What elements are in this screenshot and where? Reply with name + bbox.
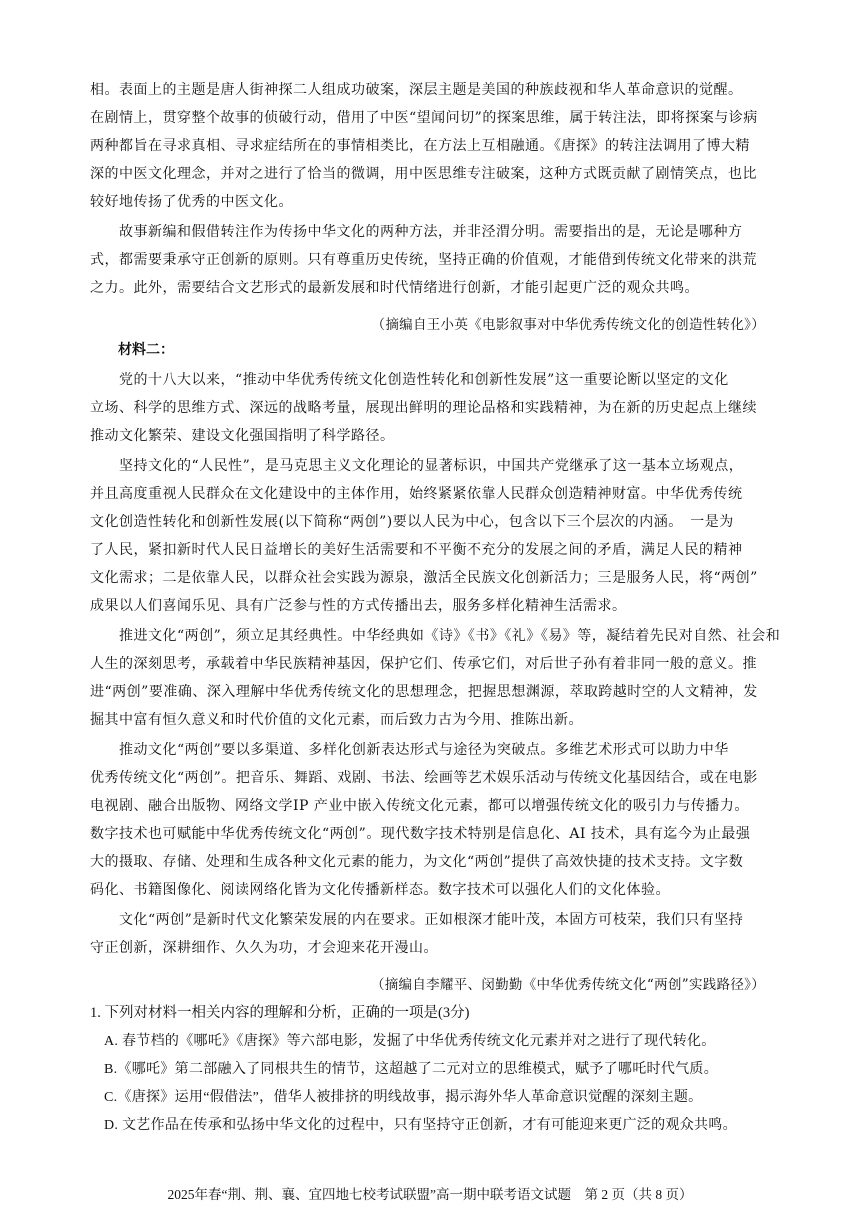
text-line: 电视剧、融合出版物、网络文学IP 产业中嵌入传统文化元素，都可以增强传统文化的吸引力与传播力。 xyxy=(90,798,749,814)
text-line: 较好地传扬了优秀的中医文化。 xyxy=(90,194,293,210)
text-line: 故事新编和假借转注作为传扬中华文化的两种方法，并非泾渭分明。需要指出的是，无论是哪种方 xyxy=(90,224,743,240)
text-line: 进“两创”要准确、深入理解中华优秀传统文化的思想理念，把握思想渊源，萃取跨越时空的人文精神，发 xyxy=(90,684,758,700)
question-1-stem: 1. 下列对材料一相关内容的理解和分析，正确的一项是(3分) xyxy=(90,1005,470,1021)
text-line: 文化需求；二是依靠人民，以群众社会实践为源泉，激活全民族文化创新活力；三是服务人民，将“两创” xyxy=(90,570,758,586)
text-line: 守正创新，深耕细作、久久为功，才会迎来花开漫山。 xyxy=(90,940,438,956)
text-line: 两种都旨在寻求真相、寻求症结所在的事情相类比，在方法上互相融通。《唐探》的转注法调用了博大精 xyxy=(90,138,750,154)
text-line: 之力。此外，需要结合文艺形式的最新发展和时代情绪进行创新，才能引起更广泛的观众共鸣。 xyxy=(90,280,699,296)
text-line: 深的中医文化理念，并对之进行了恰当的微调，用中医思维专注破案，这种方式既贡献了剧情笑点，也比 xyxy=(90,166,757,182)
text-line: 文化“两创”是新时代文化繁荣发展的内在要求。正如根深才能叶茂，本固方可枝荣，我们只有坚持 xyxy=(90,912,744,928)
text-line: 数字技术也可赋能中华优秀传统文化“两创”。现代数字技术特别是信息化、AI 技术，具有迄今为止最强 xyxy=(90,826,751,842)
option-b: B.《哪吒》第二部融入了同根共生的情节，这超越了二元对立的思维模式，赋予了哪吒时代气质。 xyxy=(104,1062,719,1077)
text-line: 立场、科学的思维方式、深远的战略考量，展现出鲜明的理论品格和实践精神，为在新的历史起点上继续 xyxy=(90,400,757,416)
text-line: 掘其中富有恒久意义和时代价值的文化元素，而后致力古为今用、推陈出新。 xyxy=(90,712,583,728)
text-line: 文化创造性转化和创新性发展(以下简称“两创”)要以人民为中心，包含以下三个层次的内涵。 一是为 xyxy=(90,514,734,530)
text-line: 推动文化繁荣、建设文化强国指明了科学路径。 xyxy=(90,428,395,444)
text-line: 在剧情上，贯穿整个故事的侦破行动，借用了中医“望闻问切”的探案思维，属于转注法，即将探案与诊病 xyxy=(90,110,758,126)
option-a: A. 春节档的《哪吒》《唐探》等六部电影，发掘了中华优秀传统文化元素并对之进行了现代转化。 xyxy=(104,1034,716,1049)
text-line: 并且高度重视人民群众在文化建设中的主体作用，始终紧紧依靠人民群众创造精神财富。中华优秀传统 xyxy=(90,486,743,502)
text-line: 大的摄取、存储、处理和生成各种文化元素的能力，为文化“两创”提供了高效快捷的技术支持。文字数 xyxy=(90,854,744,870)
material2-heading: 材料二： xyxy=(118,342,174,358)
text-line: 推动文化“两创”要以多渠道、多样化创新表达形式与途径为突破点。多维艺术形式可以助力中华 xyxy=(90,742,729,758)
page-footer: 2025年春“荆、荆、襄、宜四地七校考试联盟”高一期中联考语文试题 第 2 页（共 8 页） xyxy=(167,1187,693,1202)
text-line: 优秀传统文化“两创”。把音乐、舞蹈、戏剧、书法、绘画等艺术娱乐活动与传统文化基因结合，或在电影 xyxy=(90,770,758,786)
text-line: 人生的深刻思考，承载着中华民族精神基因，保护它们、传承它们，对后世子孙有着非同一般的意义。推 xyxy=(90,656,757,672)
text-line: 了人民，紧扣新时代人民日益增长的美好生活需要和不平衡不充分的发展之间的矛盾，满足人民的精神 xyxy=(90,542,743,558)
material2-source: （摘编自李耀平、闵勤勤《中华优秀传统文化“两创”实践路径》） xyxy=(370,977,765,993)
material1-source: （摘编自王小英《电影叙事对中华优秀传统文化的创造性转化》） xyxy=(371,317,765,333)
text-line: 坚持文化的“人民性”，是马克思主义文化理论的显著标识，中国共产党继承了这一基本立场观点， xyxy=(90,458,744,474)
option-d: D. 文艺作品在传承和弘扬中华文化的过程中，只有坚持守正创新，才有可能迎来更广泛的观众共鸣。 xyxy=(104,1118,737,1133)
text-line: 码化、书籍图像化、阅读网络化皆为文化传播新样态。数字技术可以强化人们的文化体验。 xyxy=(90,882,670,898)
text-line: 推进文化“两创”，须立足其经典性。中华经典如《诗》《书》《礼》《易》等，凝结着先民对自然、社会和 xyxy=(90,628,781,644)
text-line: 成果以人们喜闻乐见、具有广泛参与性的方式传播出去，服务多样化精神生活需求。 xyxy=(90,598,627,614)
text-line: 党的十八大以来，“推动中华优秀传统文化创造性转化和创新性发展”这一重要论断以坚定的文化 xyxy=(90,372,729,388)
text-line: 相。表面上的主题是唐人街神探二人组成功破案，深层主题是美国的种族歧视和华人革命意识的觉醒。 xyxy=(90,82,743,98)
text-line: 式，都需要秉承守正创新的原则。只有尊重历史传统，坚持正确的价值观，才能借到传统文化带来的洪荒 xyxy=(90,252,757,268)
option-c: C.《唐探》运用“假借法”，借华人被排挤的明线故事，揭示海外华人革命意识觉醒的深刻主题。 xyxy=(104,1090,703,1105)
